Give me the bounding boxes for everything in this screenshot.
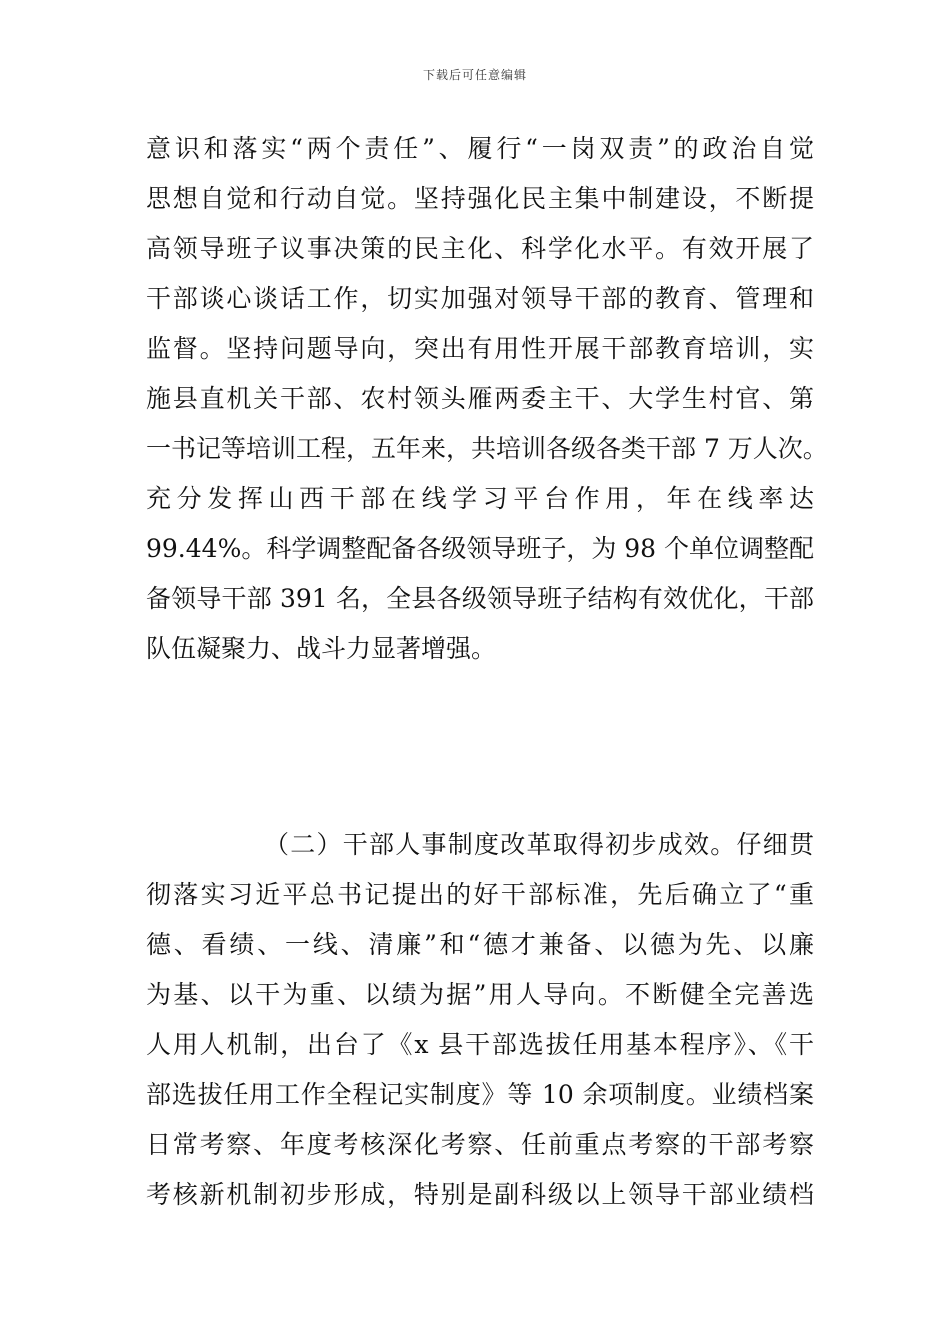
paragraph-personnel-reform — [146, 820, 814, 1220]
text-line: 思想自觉和行动自觉。坚持强化民主集中制建设，不断提 — [146, 184, 814, 213]
section-heading-line: （二）干部人事制度改革取得初步成效。仔细贯 — [264, 830, 814, 859]
text-line: 充分发挥山西干部在线学习平台作用，年在线率达 — [146, 484, 814, 513]
paragraph-cadre-education — [146, 124, 828, 674]
page-header: 下载后可任意编辑 — [422, 68, 527, 82]
text-line: 一书记等培训工程，五年来，共培训各级各类干部 7 万人次。 — [146, 434, 828, 463]
text-line: 彻落实习近平总书记提出的好干部标准，先后确立了“重 — [146, 880, 814, 909]
text-line: 日常考察、年度考核深化考察、任前重点考察的干部考察 — [146, 1130, 814, 1159]
text-line: 施县直机关干部、农村领头雁两委主干、大学生村官、第 — [146, 384, 814, 413]
text-line: 备领导干部 391 名，全县各级领导班子结构有效优化，干部 — [146, 584, 814, 613]
text-line: 人用人机制，出台了《x 县干部选拔任用基本程序》、《干 — [146, 1030, 814, 1059]
text-line: 队伍凝聚力、战斗力显著增强。 — [146, 634, 497, 663]
text-line: 意识和落实“两个责任”、履行“一岗双责”的政治自觉 — [146, 134, 814, 163]
text-line: 高领导班子议事决策的民主化、科学化水平。有效开展了 — [146, 234, 814, 263]
text-line: 干部谈心谈话工作，切实加强对领导干部的教育、管理和 — [146, 284, 814, 313]
text-line: 监督。坚持问题导向，突出有用性开展干部教育培训，实 — [146, 334, 814, 363]
text-line: 99.44%。科学调整配备各级领导班子，为 98 个单位调整配 — [146, 534, 815, 563]
text-line: 部选拔任用工作全程记实制度》等 10 余项制度。业绩档案 — [146, 1080, 814, 1109]
text-line: 德、看绩、一线、清廉”和“德才兼备、以德为先、以廉 — [146, 930, 814, 959]
text-line: 考核新机制初步形成，特别是副科级以上领导干部业绩档 — [146, 1180, 814, 1209]
text-line: 为基、以干为重、以绩为据”用人导向。不断健全完善选 — [146, 980, 814, 1009]
